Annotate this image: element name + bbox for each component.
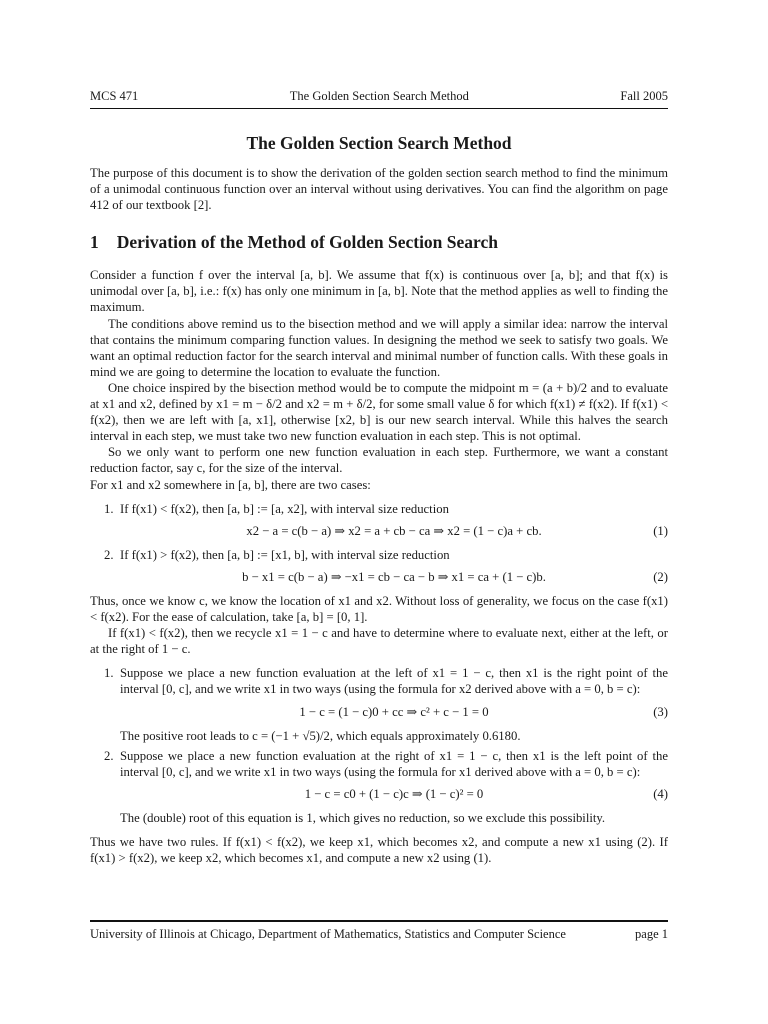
list-item <box>90 748 668 826</box>
section-number: 1 <box>90 232 99 253</box>
list-marker: 1. <box>104 666 114 681</box>
equation-number: (3) <box>653 704 668 719</box>
equation-body: 1 − c = c0 + (1 − c)c ⇒ (1 − c)² = 0 <box>304 786 484 801</box>
intro-paragraph: The purpose of this document is to show the derivation of the golden section search method to find the minimum of a unimodal continuous function over an interval without using derivatives. You can find the algorithm on page 412 of our textbook [2]. <box>90 166 668 213</box>
paragraph-2: The conditions above remind us to the bisection method and we will apply a similar idea: narrow the interval that contains the minimum comparing function values. In designing the method we seek to satisfy two goals. We want an optimal reduction factor for the search interval and minimal number of function calls. With these goals in mind we are going to determine the location to evaluate the function. <box>90 316 668 379</box>
list-item <box>90 665 668 743</box>
suppose-text: Suppose we place a new function evaluation at the left of x1 = 1 − c, then x1 is the right point of the interval [0, c], and we write x1 in two ways (using the formula for x2 derived above with a = 0, b = c): <box>120 666 668 697</box>
header-rule <box>90 108 668 109</box>
cases-list <box>90 501 668 585</box>
footer-institution: University of Illinois at Chicago, Department of Mathematics, Statistics and Computer Science <box>90 927 566 941</box>
equation-number: (2) <box>653 569 668 584</box>
footer-rule <box>90 920 668 922</box>
paragraph-7: If f(x1) < f(x2), then we recycle x1 = 1 − c and have to determine where to evaluate next, either at the left, or at the right of 1 − c. <box>90 626 668 657</box>
paragraph-1: Consider a function f over the interval [a, b]. We assume that f(x) is continuous over [a, b]; and that f(x) is unimodal over [a, b], i.e.: f(x) has only one minimum in [a, b]. Note that the method applies as well to finding the maximum. <box>90 268 668 315</box>
suppose-conclusion: The (double) root of this equation is 1, which gives no reduction, so we exclude this possibility. <box>120 811 606 825</box>
running-footer <box>90 927 668 942</box>
list-item <box>90 501 668 539</box>
paragraph-5: For x1 and x2 somewhere in [a, b], there are two cases: <box>90 477 371 492</box>
paragraph-3: One choice inspired by the bisection method would be to compute the midpoint m = (a + b)/2 and to evaluate at x1 and x2, defined by x1 = m − δ/2 and x2 = m + δ/2, for some small value δ for which f(x1) ≠ f(x2). If f(x1) < f(x2), then we are left with [a, x1], otherwise [x2, b] is our new search interval. While this halves the search interval in each step, we must take two new function evaluation in each step. This is not optimal. <box>90 380 668 444</box>
list-marker: 2. <box>104 748 114 763</box>
case-text: If f(x1) > f(x2), then [a, b] := [x1, b], with interval size reduction <box>120 547 450 562</box>
page-number: page 1 <box>635 927 668 941</box>
suppose-conclusion: The positive root leads to c = (−1 + √5)/2, which equals approximately 0.6180. <box>120 728 521 743</box>
equation <box>120 786 668 802</box>
document-title: The Golden Section Search Method <box>246 133 512 153</box>
equation-body: x2 − a = c(b − a) ⇒ x2 = a + cb − ca ⇒ x2 = (1 − c)a + cb. <box>246 523 542 538</box>
equation <box>120 704 668 720</box>
equation-number: (4) <box>653 786 668 801</box>
equation-number: (1) <box>653 523 668 538</box>
list-marker: 1. <box>104 501 114 516</box>
header-course: MCS 471 <box>90 89 139 103</box>
case-text: If f(x1) < f(x2), then [a, b] := [a, x2], with interval size reduction <box>120 501 449 516</box>
suppose-list <box>90 665 668 826</box>
equation <box>120 523 668 539</box>
paragraph-4: So we only want to perform one new function evaluation in each step. Furthermore, we want a constant reduction factor, say c, for the size of the interval. <box>90 445 668 476</box>
equation-body: 1 − c = (1 − c)0 + cc ⇒ c² + c − 1 = 0 <box>299 704 489 719</box>
paragraph-6: Thus, once we know c, we know the location of x1 and x2. Without loss of generality, we focus on the case f(x1) < f(x2). For the ease of calculation, take [a, b] = [0, 1]. <box>90 593 668 625</box>
section-heading <box>90 231 668 253</box>
equation-body: b − x1 = c(b − a) ⇒ −x1 = cb − ca − b ⇒ x1 = ca + (1 − c)b. <box>242 569 546 584</box>
list-item <box>90 547 668 585</box>
list-marker: 2. <box>104 547 114 562</box>
document-body <box>90 165 668 866</box>
running-header <box>90 89 668 104</box>
equation <box>120 569 668 585</box>
suppose-text: Suppose we place a new function evaluation at the right of x1 = 1 − c, then x1 is the left point of the interval [0, c], and we write x1 in two ways (using the formula for x1 derived above with a = 0, b = c): <box>120 748 668 779</box>
header-term: Fall 2005 <box>620 89 668 103</box>
paragraph-8: Thus we have two rules. If f(x1) < f(x2), we keep x1, which becomes x2, and compute a new x1 using (2). If f(x1) > f(x2), we keep x2, which becomes x1, and compute a new x2 using (1). <box>90 835 668 866</box>
header-title: The Golden Section Search Method <box>289 89 469 103</box>
section-title: Derivation of the Method of Golden Section Search <box>116 232 498 253</box>
